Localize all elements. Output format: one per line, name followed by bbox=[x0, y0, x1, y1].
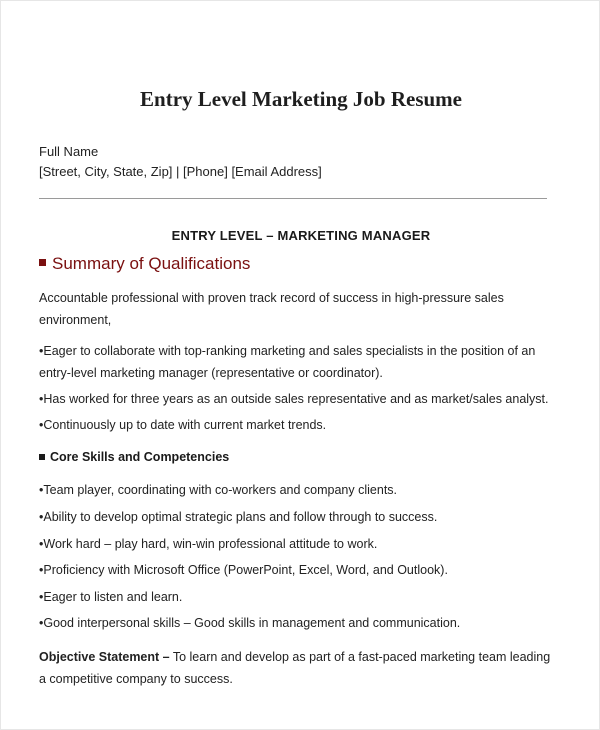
skill-bullet: •Ability to develop optimal strategic plans and follow through to success. bbox=[39, 510, 438, 524]
square-bullet-icon bbox=[39, 259, 46, 266]
summary-bullet: •Eager to collaborate with top-ranking marketing and sales specialists in the position of an entry-level marketing manager (representative or coordinator). bbox=[39, 344, 536, 380]
header-divider bbox=[39, 198, 547, 199]
skill-bullet: •Good interpersonal skills – Good skills in management and communication. bbox=[39, 616, 461, 630]
skill-bullet: •Work hard – play hard, win-win professional attitude to work. bbox=[39, 537, 378, 551]
objective-label: Objective Statement – bbox=[39, 650, 170, 664]
objective-text: To learn and develop as part of a fast-paced marketing team leading a competitive company to success. bbox=[39, 650, 551, 686]
summary-bullet: •Continuously up to date with current market trends. bbox=[39, 418, 327, 432]
contact-block bbox=[39, 142, 322, 182]
core-skills-heading-text: Core Skills and Competencies bbox=[50, 450, 230, 464]
full-name: Full Name bbox=[39, 144, 99, 159]
summary-heading bbox=[39, 254, 250, 274]
summary-intro: Accountable professional with proven track record of success in high-pressure sales environment, bbox=[39, 291, 504, 327]
square-bullet-icon bbox=[39, 454, 45, 460]
document-title: Entry Level Marketing Job Resume bbox=[140, 87, 462, 111]
skill-bullet: •Team player, coordinating with co-workers and company clients. bbox=[39, 483, 398, 497]
position-title: ENTRY LEVEL – MARKETING MANAGER bbox=[171, 228, 431, 243]
skill-bullet: •Proficiency with Microsoft Office (PowerPoint, Excel, Word, and Outlook). bbox=[39, 563, 448, 577]
summary-heading-text: Summary of Qualifications bbox=[52, 254, 251, 273]
contact-details: [Street, City, State, Zip] | [Phone] [Email Address] bbox=[39, 164, 322, 179]
summary-bullet: •Has worked for three years as an outside sales representative and as market/sales analyst. bbox=[39, 392, 549, 406]
core-skills-heading bbox=[39, 450, 229, 464]
skill-bullet: •Eager to listen and learn. bbox=[39, 590, 183, 604]
objective-statement bbox=[39, 646, 551, 690]
